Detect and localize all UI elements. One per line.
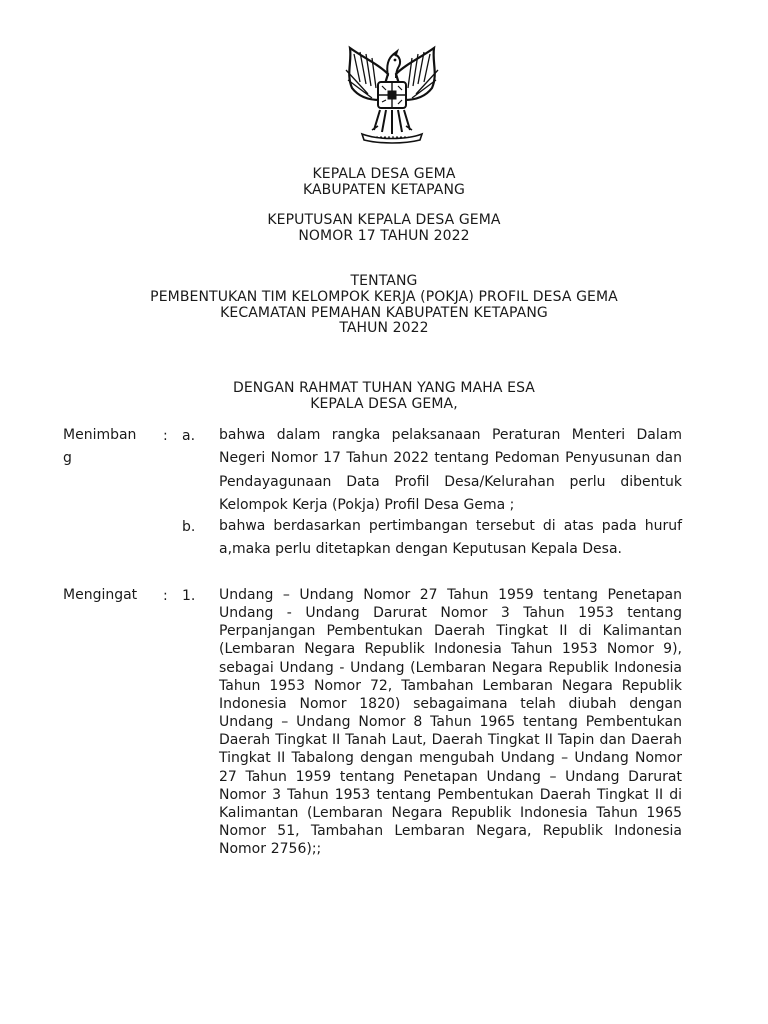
considering-item-a-text: bahwa dalam rangka pelaksanaan Peraturan Menteri Dalam Negeri Nomor 17 Tahun 2022 tentang Pedoman Penyusunan dan Pendayagunaan Data Profil Desa/Kelurahan perlu dibentuk Kelompok Kerja (Pokja) Profil Desa Gema ; [219,427,682,513]
about-label: TENTANG [350,273,418,289]
recalling-colon: : [163,588,168,604]
recalling-item-1-marker: 1. [182,588,196,604]
considering-colon: : [163,428,168,444]
considering-item-a-marker: a. [182,428,196,444]
issuer-line-1: KEPALA DESA GEMA [312,166,456,182]
garuda-emblem-icon [338,40,446,144]
subject-line-3: TAHUN 2022 [339,320,429,336]
subject-line-2: KECAMATAN PEMAHAN KABUPATEN KETAPANG [220,305,548,321]
considering-label-part2: g [63,450,72,466]
considering-item-b-text: bahwa berdasarkan pertimbangan tersebut di atas pada huruf a,maka perlu ditetapkan dengan Keputusan Kepala Desa. [219,518,682,558]
considering-label-part1: Menimban [63,427,137,443]
blessing-line: DENGAN RAHMAT TUHAN YANG MAHA ESA [232,380,535,396]
signatory-line: KEPALA DESA GEMA, [310,396,458,412]
subject-line-1: PEMBENTUKAN TIM KELOMPOK KERJA (POKJA) PROFIL DESA GEMA [150,289,618,305]
recalling-label: Mengingat [63,587,138,603]
issuer-line-2: KABUPATEN KETAPANG [302,182,466,198]
recalling-item-1-text: Undang – Undang Nomor 27 Tahun 1959 tentang Penetapan Undang - Undang Darurat Nomor 3 Tahun 1953 tentang Perpanjangan Pembentukan Daerah Tingkat II di Kalimantan (Lembaran Negara Republik Indonesia Tahun 1953 Nomor 9), sebagai Undang - Undang (Lembaran Negara Republik Indonesia Tahun 1953 Nomor 72, Tambahan Lembaran Negara Republik Indonesia Nomor 1820) sebagaimana telah diubah dengan Undang – Undang Nomor 8 Tahun 1965 tentang Pembentukan Daerah Tingkat II Tanah Laut, Daerah Tingkat II Tapin dan Daerah Tingkat II Tabalong dengan mengubah Undang – Undang Nomor 27 Tahun 1959 tentang Penetapan Undang – Undang Darurat Nomor 3 Tahun 1953 tentang Pembentukan Daerah Tingkat II di Kalimantan (Lembaran Negara Republik Indonesia Tahun 1965 Nomor 51, Tambahan Lembaran Negara, Republik Indonesia Nomor 2756);; [219,587,682,858]
decree-title: KEPUTUSAN KEPALA DESA GEMA [267,212,501,228]
considering-item-b-marker: b. [182,519,196,535]
decree-number: NOMOR 17 TAHUN 2022 [298,228,470,244]
